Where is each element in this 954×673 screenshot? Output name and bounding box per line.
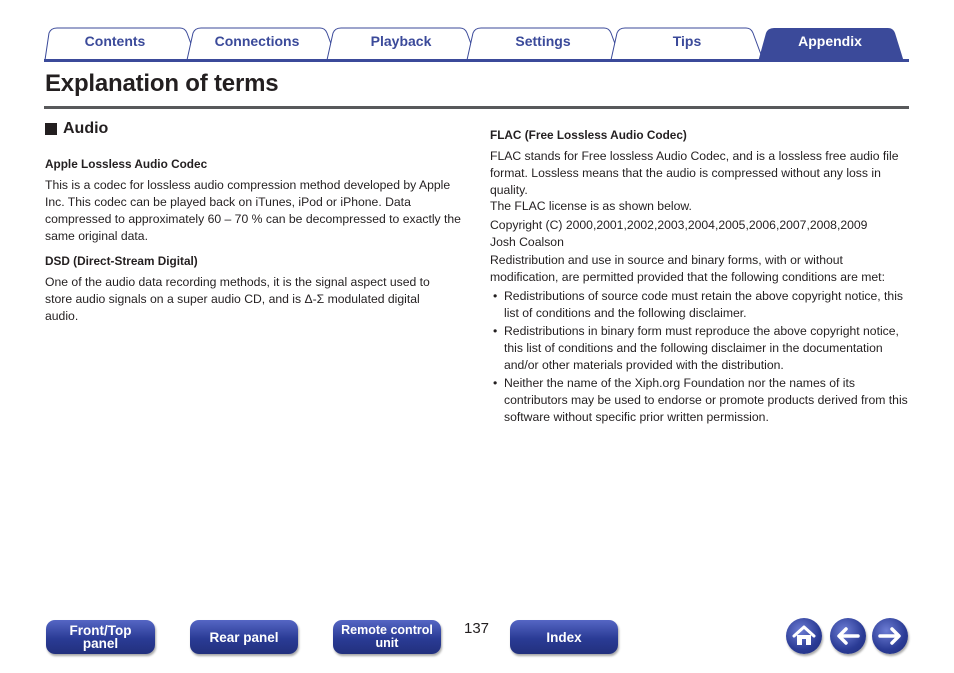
index-label: Index xyxy=(546,629,582,645)
section-heading-audio xyxy=(45,120,108,138)
arrow-left-icon xyxy=(830,618,866,654)
index-button[interactable] xyxy=(510,620,618,654)
list-item-text: Neither the name of the Xiph.org Foundation nor the names of its contributors may be used to endorse or promote products derived from this software without specific prior written permission. xyxy=(504,376,908,424)
bullet-icon: • xyxy=(493,324,498,338)
square-icon xyxy=(45,123,57,135)
tab-tips[interactable]: Tips xyxy=(672,33,702,49)
flac-license-intro: The FLAC license is as shown below. xyxy=(490,199,692,213)
tab-settings[interactable]: Settings xyxy=(515,33,571,49)
front-top-panel-label: Front/Top panel xyxy=(69,623,132,651)
term-text-dsd: One of the audio data recording methods, it is the signal aspect used to store audio signals on a super audio CD, and is Δ-Σ modulated digital audio. xyxy=(45,275,430,323)
home-button[interactable] xyxy=(786,618,822,654)
flac-redistribution: Redistribution and use in source and binary forms, with or without modification, are permitted provided that the following conditions are met: xyxy=(490,253,885,284)
flac-copyright: Copyright (C) 2000,2001,2002,2003,2004,2005,2006,2007,2008,2009 Josh Coalson xyxy=(490,218,868,249)
bullet-icon: • xyxy=(493,376,498,390)
list-item-text: Redistributions of source code must retain the above copyright notice, this list of conditions and the following disclaimer. xyxy=(504,289,904,320)
tab-connections[interactable]: Connections xyxy=(214,33,300,49)
list-item xyxy=(490,288,908,322)
list-item xyxy=(490,323,908,374)
rear-panel-button[interactable] xyxy=(190,620,298,654)
list-item-text: Redistributions in binary form must reproduce the above copyright notice, this list of conditions and the following disclaimer in the documentation and/or other materials provided with the distribution. xyxy=(504,324,899,372)
term-text-flac: FLAC stands for Free lossless Audio Codec, and is a lossless free audio file format. Lossless means that the audio is compressed without any loss in quality. xyxy=(490,149,899,197)
home-icon xyxy=(786,618,822,654)
list-item xyxy=(490,375,908,426)
tab-playback[interactable]: Playback xyxy=(370,33,432,49)
rear-panel-label: Rear panel xyxy=(209,629,279,645)
term-heading-dsd: DSD (Direct-Stream Digital) xyxy=(45,254,198,268)
remote-control-unit-button[interactable] xyxy=(333,620,441,654)
term-heading-apple-lossless: Apple Lossless Audio Codec xyxy=(45,157,208,171)
term-text-apple-lossless: This is a codec for lossless audio compression method developed by Apple Inc. This codec can be played back on iTunes, iPod or iPhone. Data compressed to approximately 60 – 70 % can be decompressed to exactly the same original data. xyxy=(45,178,461,243)
page-title: Explanation of terms xyxy=(45,70,279,97)
tab-contents[interactable]: Contents xyxy=(84,33,146,49)
flac-conditions-list xyxy=(490,288,908,427)
term-heading-flac: FLAC (Free Lossless Audio Codec) xyxy=(490,128,687,142)
front-top-panel-button[interactable] xyxy=(46,620,155,654)
section-heading-label: Audio xyxy=(63,120,109,137)
tab-appendix[interactable]: Appendix xyxy=(798,33,862,49)
back-button[interactable] xyxy=(830,618,866,654)
tab-bar-baseline xyxy=(44,59,909,62)
forward-button[interactable] xyxy=(872,618,908,654)
arrow-right-icon xyxy=(872,618,908,654)
title-divider xyxy=(44,106,909,109)
remote-control-unit-label: Remote control unit xyxy=(341,623,433,650)
bullet-icon: • xyxy=(493,289,498,303)
tab-bar xyxy=(0,0,954,64)
page-number: 137 xyxy=(464,620,490,637)
